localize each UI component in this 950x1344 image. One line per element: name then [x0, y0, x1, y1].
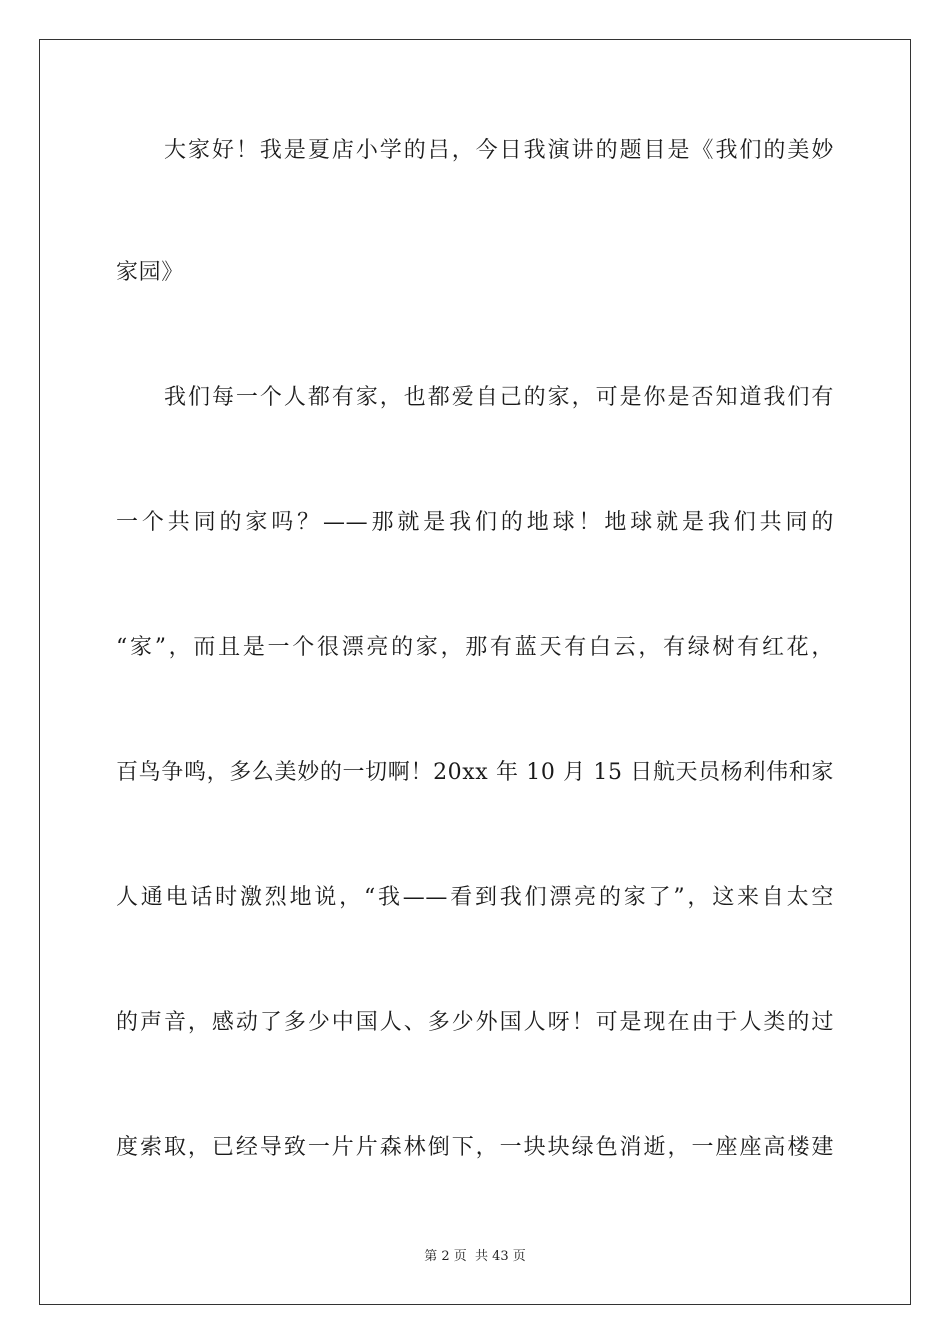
paragraph-line: 一个共同的家吗？——那就是我们的地球！地球就是我们共同的: [116, 510, 834, 535]
paragraph-line: “家”，而且是一个很漂亮的家，那有蓝天有白云，有绿树有红花，: [116, 635, 834, 660]
paragraph-line: 我们每一个人都有家，也都爱自己的家，可是你是否知道我们有: [164, 385, 834, 410]
page-total: 共 43 页: [474, 1249, 526, 1264]
paragraph-line: 家园》: [116, 260, 184, 285]
paragraph-line: 百鸟争鸣，多么美妙的一切啊！20xx 年 10 月 15 日航天员杨利伟和家: [116, 760, 834, 785]
paragraph-line: 人通电话时激烈地说，“我——看到我们漂亮的家了”，这来自太空: [116, 885, 834, 910]
page-footer: [0, 1248, 950, 1266]
paragraph-line: 的声音，感动了多少中国人、多少外国人呀！可是现在由于人类的过: [116, 1010, 834, 1035]
paragraph-line: 度索取，已经导致一片片森林倒下，一块块绿色消逝，一座座高楼建: [116, 1135, 834, 1160]
page-number: 第 2 页: [424, 1249, 467, 1264]
page-border: [39, 39, 911, 1305]
paragraph-line: 大家好！我是夏店小学的吕，今日我演讲的题目是《我们的美妙: [164, 138, 834, 163]
